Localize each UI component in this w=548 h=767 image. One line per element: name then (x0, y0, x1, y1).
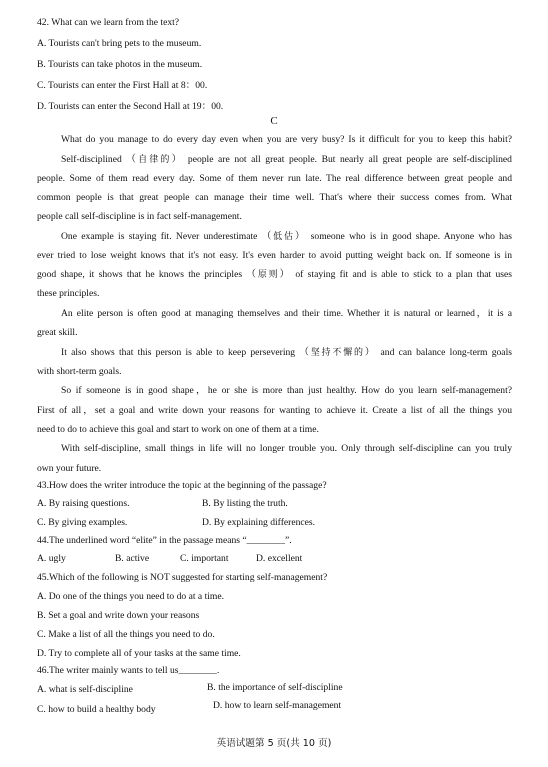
q45-option-a: A. Do one of the things you need to do at a time. (37, 591, 225, 602)
passage-p5-line1: It also shows that this person is able to keep persevering （坚持不懈的） and can balance long-term goals (61, 347, 512, 358)
passage-p1: What do you manage to do every day even when you are very busy? Is it difficult for you to keep this habit? (61, 134, 512, 145)
question-44: 44.The underlined word “elite” in the passage means “________”. (37, 535, 292, 546)
q45-option-c: C. Make a list of all the things you need to do. (37, 629, 215, 640)
q42-option-a: A. Tourists can't bring pets to the museum. (37, 38, 202, 49)
question-45: 45.Which of the following is NOT suggested for starting self-management? (37, 572, 328, 583)
page-footer: 英语试题第 5 页(共 10 页) (216, 738, 332, 749)
passage-p2-line4: people call self-discipline is in fact self-management. (37, 211, 242, 222)
passage-p3-line1: One example is staying fit. Never underestimate （低估） someone who is in good shape. Anyone who has (61, 231, 512, 242)
q44-option-b: B. active (115, 553, 150, 564)
q45-option-b: B. Set a goal and write down your reasons (37, 610, 200, 621)
passage-p7-line2: own your future. (37, 463, 102, 474)
passage-p2-line1: Self-disciplined （自律的） people are not all great people. But nearly all great people are self-disciplined (61, 154, 512, 165)
q42-option-d: D. Tourists can enter the Second Hall at 19：00. (37, 101, 224, 112)
q44-option-d: D. excellent (256, 553, 303, 564)
q44-option-c: C. important (180, 553, 229, 564)
passage-p4-line1: An elite person is often good at managing themselves and their time. Whether it is natural or learned，it is a (61, 308, 512, 319)
passage-p5-line2: with short-term goals. (37, 366, 122, 377)
q46-option-b: B. the importance of self-discipline (207, 682, 343, 693)
passage-p7-line1: With self-discipline, small things in life will no longer trouble you. Only through self-discipline can you truly (61, 443, 512, 454)
q42-option-c: C. Tourists can enter the First Hall at 8：00. (37, 80, 208, 91)
passage-p2-line3: common people is that great people can manage their time well. That's where their success comes from. What (37, 192, 512, 203)
q43-option-b: B. By listing the truth. (202, 498, 288, 509)
passage-p3-line4: these principles. (37, 288, 100, 299)
q43-option-d: D. By explaining differences. (202, 517, 316, 528)
passage-p2-line2: people. Some of them read every day. Some of them never run late. The real difference between great people and (37, 173, 512, 184)
passage-p4-line2: great skill. (37, 327, 78, 338)
section-label: C (270, 115, 278, 127)
question-43: 43.How does the writer introduce the topic at the beginning of the passage? (37, 480, 327, 491)
passage-p6-line1: So if someone is in good shape，he or she is more than just healthy. How do you learn self-management? (61, 385, 512, 396)
passage-p6-line2: First of all，set a goal and write down your reasons for wanting to achieve it. Create a list of all the things you (37, 405, 512, 416)
q43-option-a: A. By raising questions. (37, 498, 130, 509)
q46-option-d: D. how to learn self-management (213, 700, 342, 711)
passage-p6-line3: need to do to achieve this goal and start to work on one of them at a time. (37, 424, 319, 435)
passage-p3-line3: good shape, it shows that he knows the principles （原则） of staying fit and is able to stick to a plan that uses (37, 269, 512, 280)
passage-p3-line2: ever tried to lose weight knows that it's not easy. It's even harder to avoid putting weight back on. If someone is in (37, 250, 512, 261)
q46-option-a: A. what is self-discipline (37, 684, 133, 695)
q46-option-c: C. how to build a healthy body (37, 704, 156, 715)
q44-option-a: A. ugly (37, 553, 66, 564)
question-46: 46.The writer mainly wants to tell us________. (37, 665, 220, 676)
q42-option-b: B. Tourists can take photos in the museum. (37, 59, 203, 70)
question-42: 42. What can we learn from the text? (37, 17, 180, 28)
q45-option-d: D. Try to complete all of your tasks at the same time. (37, 648, 241, 659)
q43-option-c: C. By giving examples. (37, 517, 128, 528)
